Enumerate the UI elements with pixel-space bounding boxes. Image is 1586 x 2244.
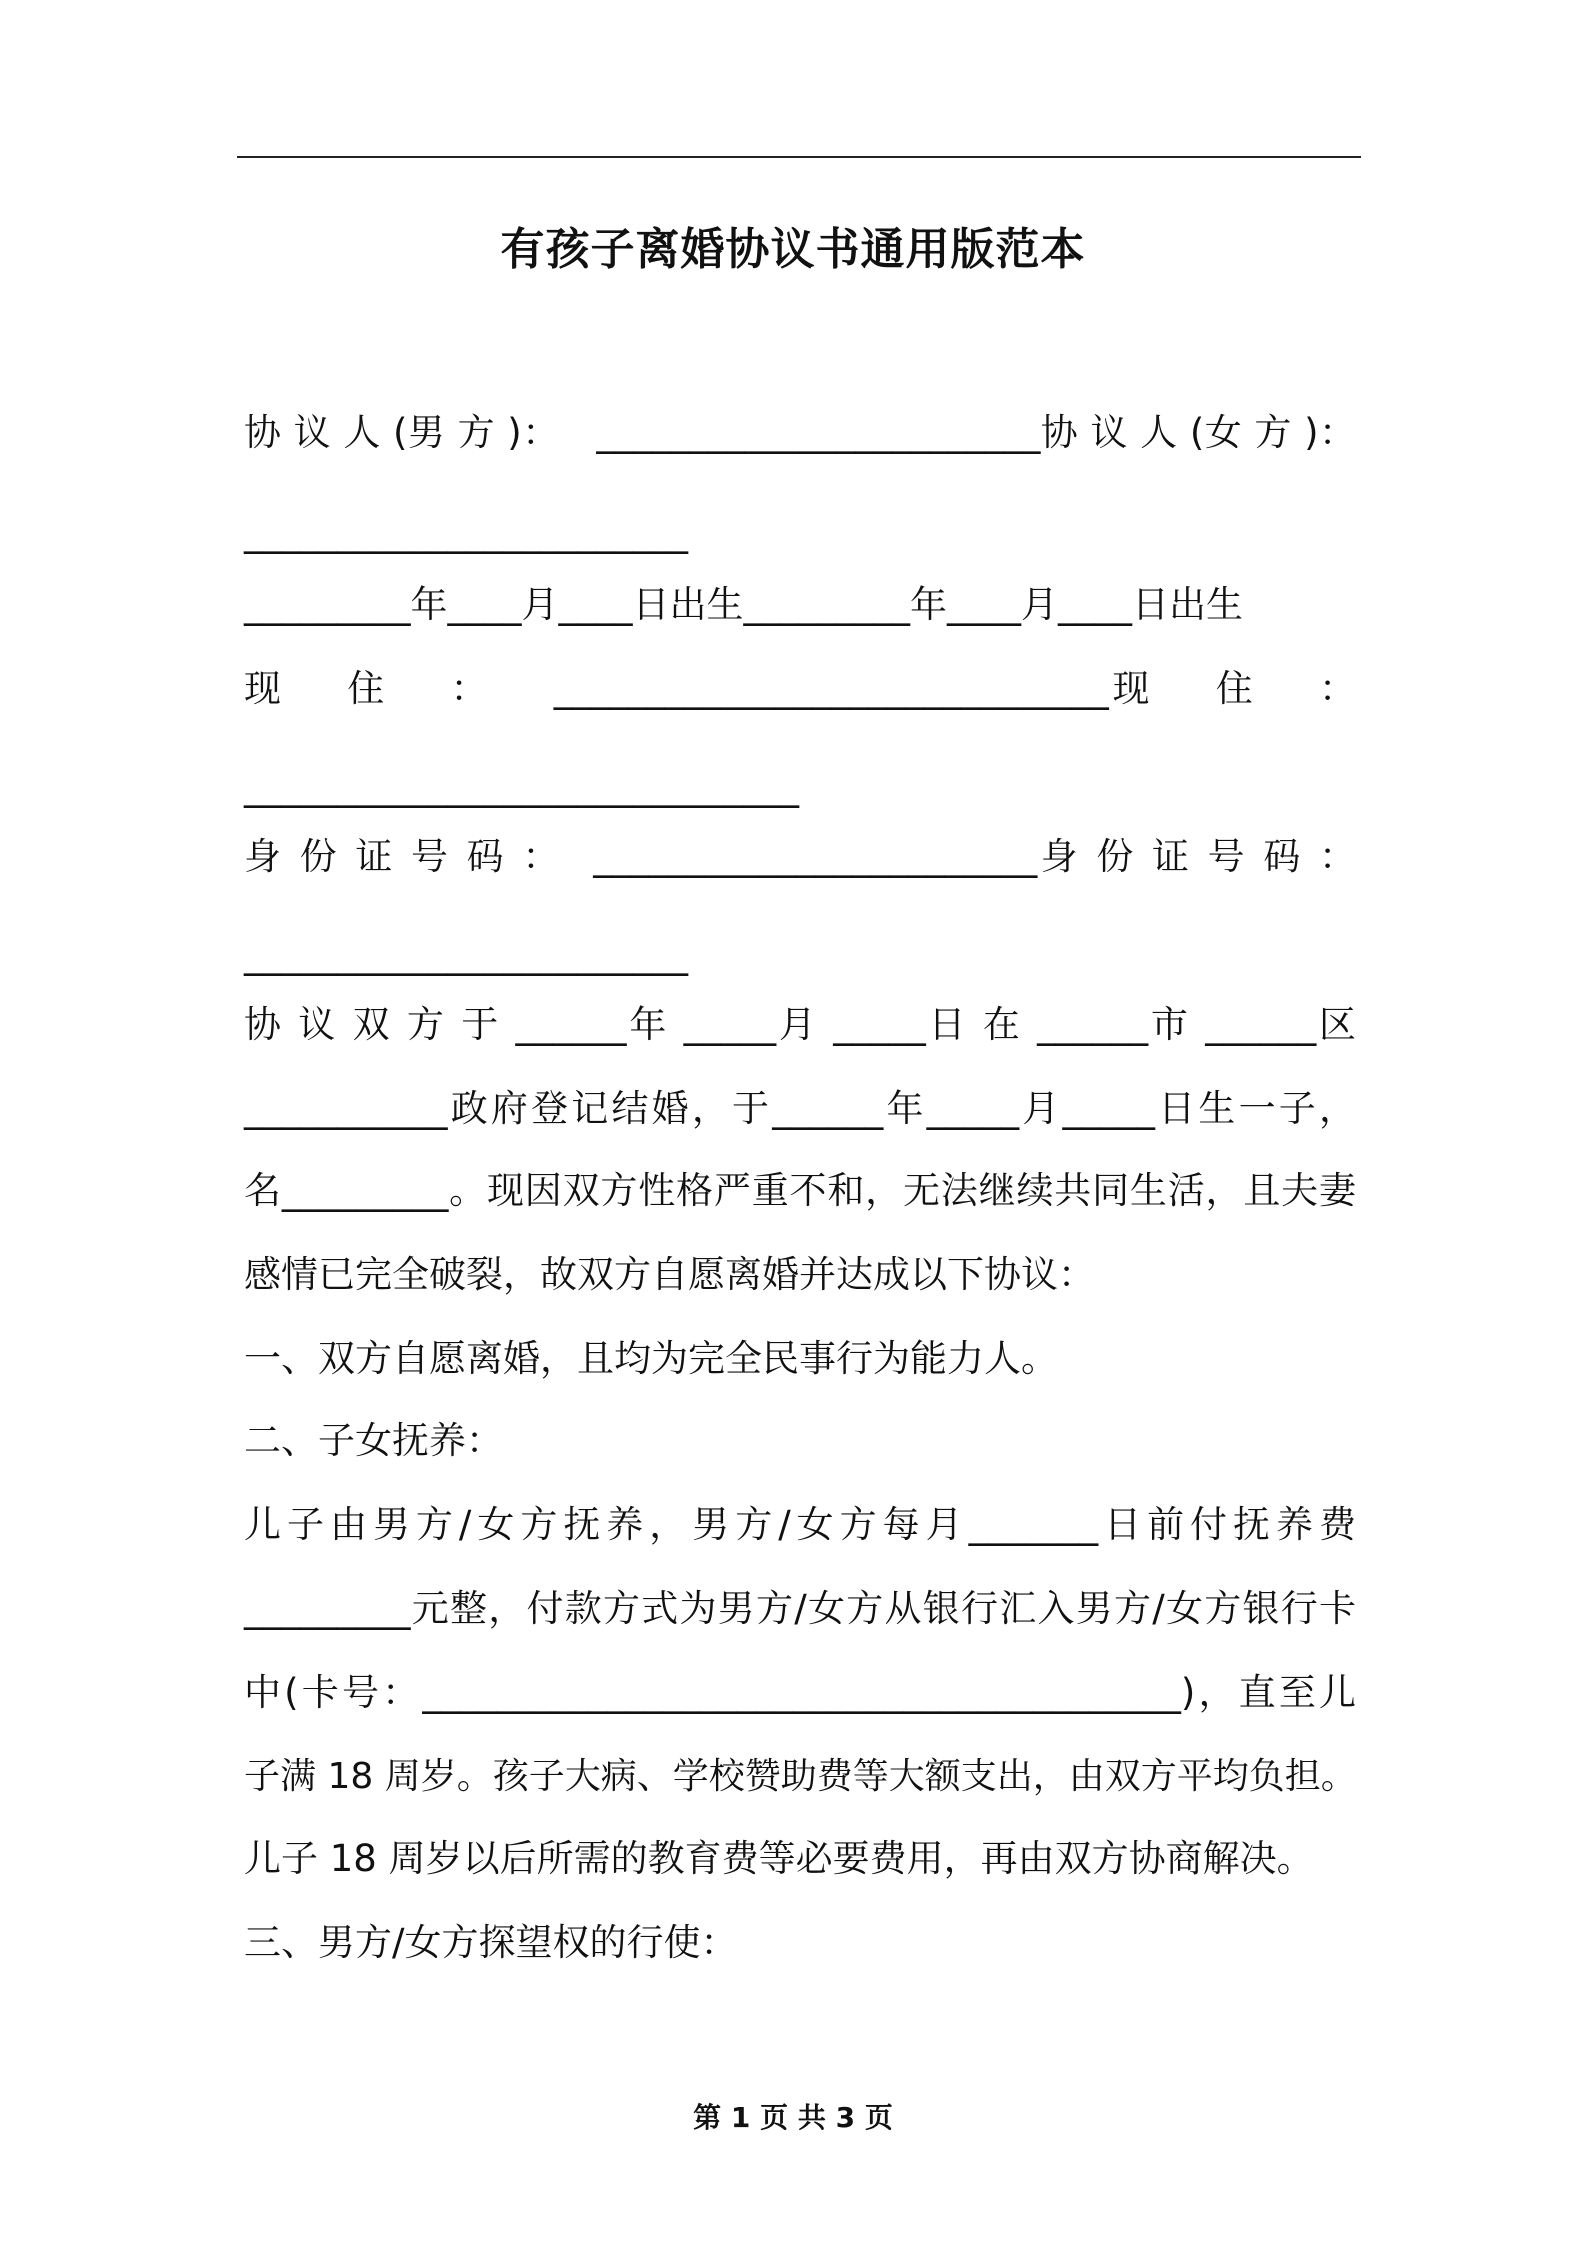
header-rule <box>237 156 1361 158</box>
text-line-18: 儿子 18 周岁以后所需的教育费等必要费用，再由双方协商解决。 <box>244 1837 1314 1880</box>
text-line-16: 中(卡号：_________________________________________)，直至儿 <box>244 1671 1356 1714</box>
text-line-9: ___________政府登记结婚，于______年_____月_____日生一子， <box>244 1087 1356 1130</box>
text-line-17: 子满 18 周岁。孩子大病、学校赞助费等大额支出，由双方平均负担。 <box>244 1756 1357 1797</box>
text-line-19: 三、男方/女方探望权的行使： <box>244 1921 738 1964</box>
text-line-14: 儿子由男方/女方抚养，男方/女方每月_______日前付抚养费 <box>244 1503 1356 1546</box>
text-line-12: 一、双方自愿离婚，且均为完全民事行为能力人。 <box>244 1337 1058 1380</box>
text-line-6: 身 份 证 号 码 ： ________________________身 份 证 号 码 ： <box>244 835 1356 878</box>
text-line-7: ________________________ <box>244 933 688 976</box>
text-line-3: _________年____月____日出生_________年____月____日出生 <box>244 583 1243 626</box>
text-line-10: 名_________。现因双方性格严重不和，无法继续共同生活，且夫妻 <box>244 1169 1356 1212</box>
page-footer: 第 1 页 共 3 页 <box>693 2101 893 2134</box>
text-line-11: 感情已完全破裂，故双方自愿离婚并达成以下协议： <box>244 1253 1095 1296</box>
text-line-5: ______________________________ <box>244 765 799 808</box>
document-title: 有孩子离婚协议书通用版范本 <box>500 224 1086 275</box>
text-line-13: 二、子女抚养： <box>244 1419 503 1462</box>
text-line-8: 协 议 双 方 于 ______年 _____月 _____日 在 ______市 ______区 <box>244 1003 1356 1046</box>
text-line-4: 现 住 ： ______________________________现 住 ： <box>244 667 1356 710</box>
text-line-1: 协 议 人 (男 方 )： ________________________协 议 人 (女 方 )： <box>244 411 1356 454</box>
text-line-15: _________元整，付款方式为男方/女方从银行汇入男方/女方银行卡 <box>244 1587 1356 1630</box>
text-line-2: ________________________ <box>244 511 688 554</box>
